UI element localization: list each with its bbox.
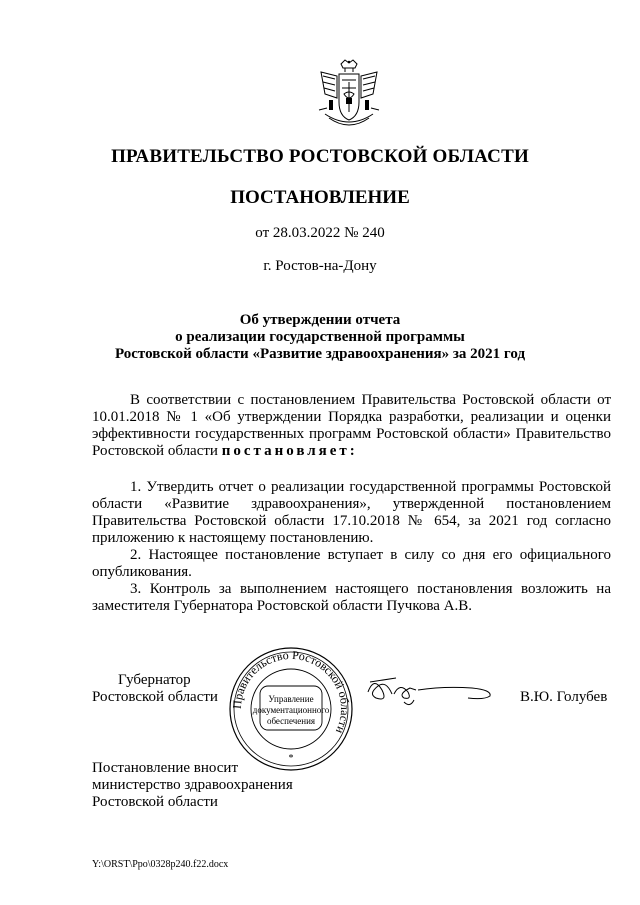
subject-line: о реализации государственной программы [175,329,465,345]
submitter-line: министерство здравоохранения [92,777,293,793]
submitter-line: Постановление вносит [92,760,239,776]
date-number: от 28.03.2022 № 240 [255,225,385,241]
coat-of-arms-icon [315,58,383,130]
resolution-item-2: 2. Настоящее постановление вступает в силу со дня его официального опубликования. [92,547,611,580]
resolution-items [92,479,611,615]
signatory-title-line: Губернатор [118,672,191,688]
signatory-name: В.Ю. Голубев [520,689,608,705]
government-title: ПРАВИТЕЛЬСТВО РОСТОВСКОЙ ОБЛАСТИ [111,146,529,167]
preamble-text: В соответствии с постановлением Правительства Ростовской области от 10.01.2018 № 1 «Об утверждении Порядка разработки, реализации и оценки эффективности государственных программ Ростовской области» Правительство Ростовской области [92,392,611,459]
city: г. Ростов-на-Дону [263,258,377,274]
file-path: Y:\ORST\Ppo\0328p240.f22.docx [92,859,229,870]
submitter-block [92,760,293,811]
stamp-inner-line: обеспечения [266,716,316,726]
official-stamp [228,646,354,772]
signatory-title-line: Ростовской области [92,689,218,705]
subject-heading [0,312,640,363]
handwritten-signature [364,672,496,716]
resolves-word: постановляет: [221,443,358,459]
resolution-item-1: 1. Утвердить отчет о реализации государственной программы Ростовской области «Развитие здравоохранения», утвержденной постановлением Правительства Ростовской области 17.10.2018 № 654, за 2021 год согласно приложению к настоящему постановлению. [92,479,611,546]
stamp-inner-line: Управление [268,694,314,704]
svg-text:*: * [288,753,294,764]
subject-line: Об утверждении отчета [239,312,401,328]
stamp-outer-text: Правительство Ростовской области [229,647,353,736]
document-type: ПОСТАНОВЛЕНИЕ [230,187,410,208]
submitter-line: Ростовской области [92,794,218,810]
signatory-title [92,672,218,706]
stamp-inner-line: документационного [252,705,330,715]
resolution-item-3: 3. Контроль за выполнением настоящего постановления возложить на заместителя Губернатора Ростовской области Пучкова А.В. [92,581,611,614]
subject-line: Ростовской области «Развитие здравоохранения» за 2021 год [114,346,526,362]
preamble-paragraph [92,392,611,460]
